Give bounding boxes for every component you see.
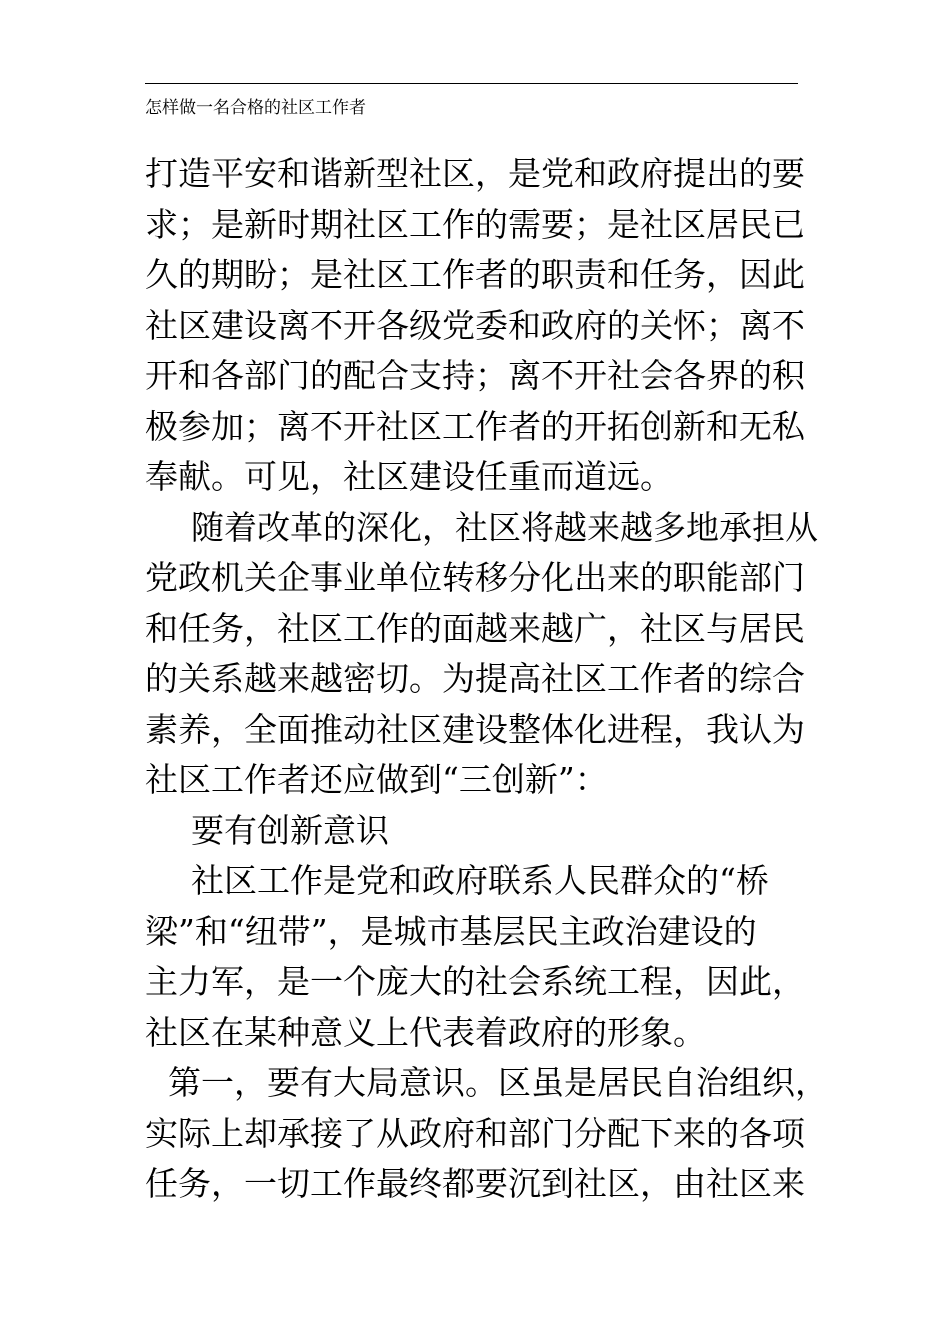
text-line: 主力军，是一个庞大的社会系统工程，因此， xyxy=(145,962,805,1001)
text-line: 要有创新意识 xyxy=(191,810,389,850)
text-line: 的关系越来越密切。为提高社区工作者的综合 xyxy=(145,659,805,698)
text-line: 任务，一切工作最终都要沉到社区，由社区来 xyxy=(145,1164,805,1203)
text-line: 随着改革的深化，社区将越来越多地承担从 xyxy=(191,507,818,547)
text-line: 久的期盼；是社区工作者的职责和任务，因此 xyxy=(145,255,805,294)
text-line: 党政机关企事业单位转移分化出来的职能部门 xyxy=(145,558,805,597)
text-line: 社区工作者还应做到“三创新”： xyxy=(145,760,608,799)
header-rule xyxy=(145,83,798,84)
text-line: 开和各部门的配合支持；离不开社会各界的积 xyxy=(145,356,805,395)
document-body xyxy=(145,149,828,1210)
text-line: 社区建设离不开各级党委和政府的关怀；离不 xyxy=(145,305,805,345)
text-line: 社区在某种意义上代表着政府的形象。 xyxy=(145,1012,706,1052)
text-line: 求；是新时期社区工作的需要；是社区居民已 xyxy=(145,204,805,244)
text-line: 极参加；离不开社区工作者的开拓创新和无私 xyxy=(145,406,805,446)
text-line: 梁”和“纽带”，是城市基层民主政治建设的 xyxy=(145,911,757,951)
document-title: 怎样做一名合格的社区工作者 xyxy=(145,98,366,118)
text-line: 奉献。可见，社区建设任重而道远。 xyxy=(145,457,673,496)
text-line: 和任务，社区工作的面越来越广，社区与居民 xyxy=(145,608,805,648)
text-line: 打造平安和谐新型社区，是党和政府提出的要 xyxy=(145,154,805,193)
text-line: 第一，要有大局意识。区虽是居民自治组织， xyxy=(168,1063,828,1102)
text-line: 实际上却承接了从政府和部门分配下来的各项 xyxy=(145,1113,805,1153)
text-line: 社区工作是党和政府联系人民群众的“桥 xyxy=(191,861,769,900)
text-line: 素养，全面推动社区建设整体化进程，我认为 xyxy=(145,709,805,749)
